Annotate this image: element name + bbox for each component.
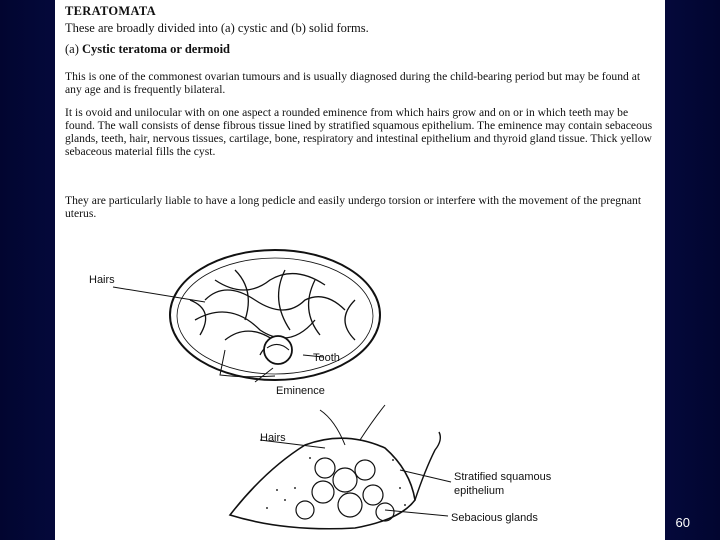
paragraph-2: It is ovoid and unilocular with on one aspect a rounded eminence from which hairs grow and on or in which teeth may be found. The wall consists of dense fibrous tissue lined by stratified squamous epithelium. The eminence may contain sebaceous glands, teeth, hair, nervous tissues, cartilage, bone, respiratory and intestinal epithelium and thyroid gland tissue. Thick yellow sebaceous material fills the cyst.: [65, 106, 653, 158]
label-sebaceous: Sebacious glands: [451, 512, 538, 524]
eminence-section-illustration: [55, 0, 665, 540]
document-heading: TERATOMATA: [65, 4, 156, 18]
subheading-marker: (a): [65, 42, 79, 56]
subheading-title: Cystic teratoma or dermoid: [82, 42, 230, 56]
label-hairs-top: Hairs: [89, 274, 115, 286]
label-eminence: Eminence: [276, 385, 325, 397]
document-page: [55, 0, 665, 540]
slide-page-number: 60: [675, 515, 690, 530]
label-tooth: Tooth: [313, 352, 340, 364]
paragraph-1: This is one of the commonest ovarian tumours and is usually diagnosed during the child-bearing period but may be found at any age and is frequently bilateral.: [65, 70, 641, 96]
label-hairs-bottom: Hairs: [260, 432, 286, 444]
label-epithelium-1: Stratified squamous: [454, 471, 552, 483]
label-epithelium-2: epithelium: [454, 485, 505, 497]
paragraph-3: They are particularly liable to have a long pedicle and easily undergo torsion or interfere with the movement of the pregnant uterus.: [65, 194, 642, 220]
intro-text: These are broadly divided into (a) cystic and (b) solid forms.: [65, 21, 369, 35]
